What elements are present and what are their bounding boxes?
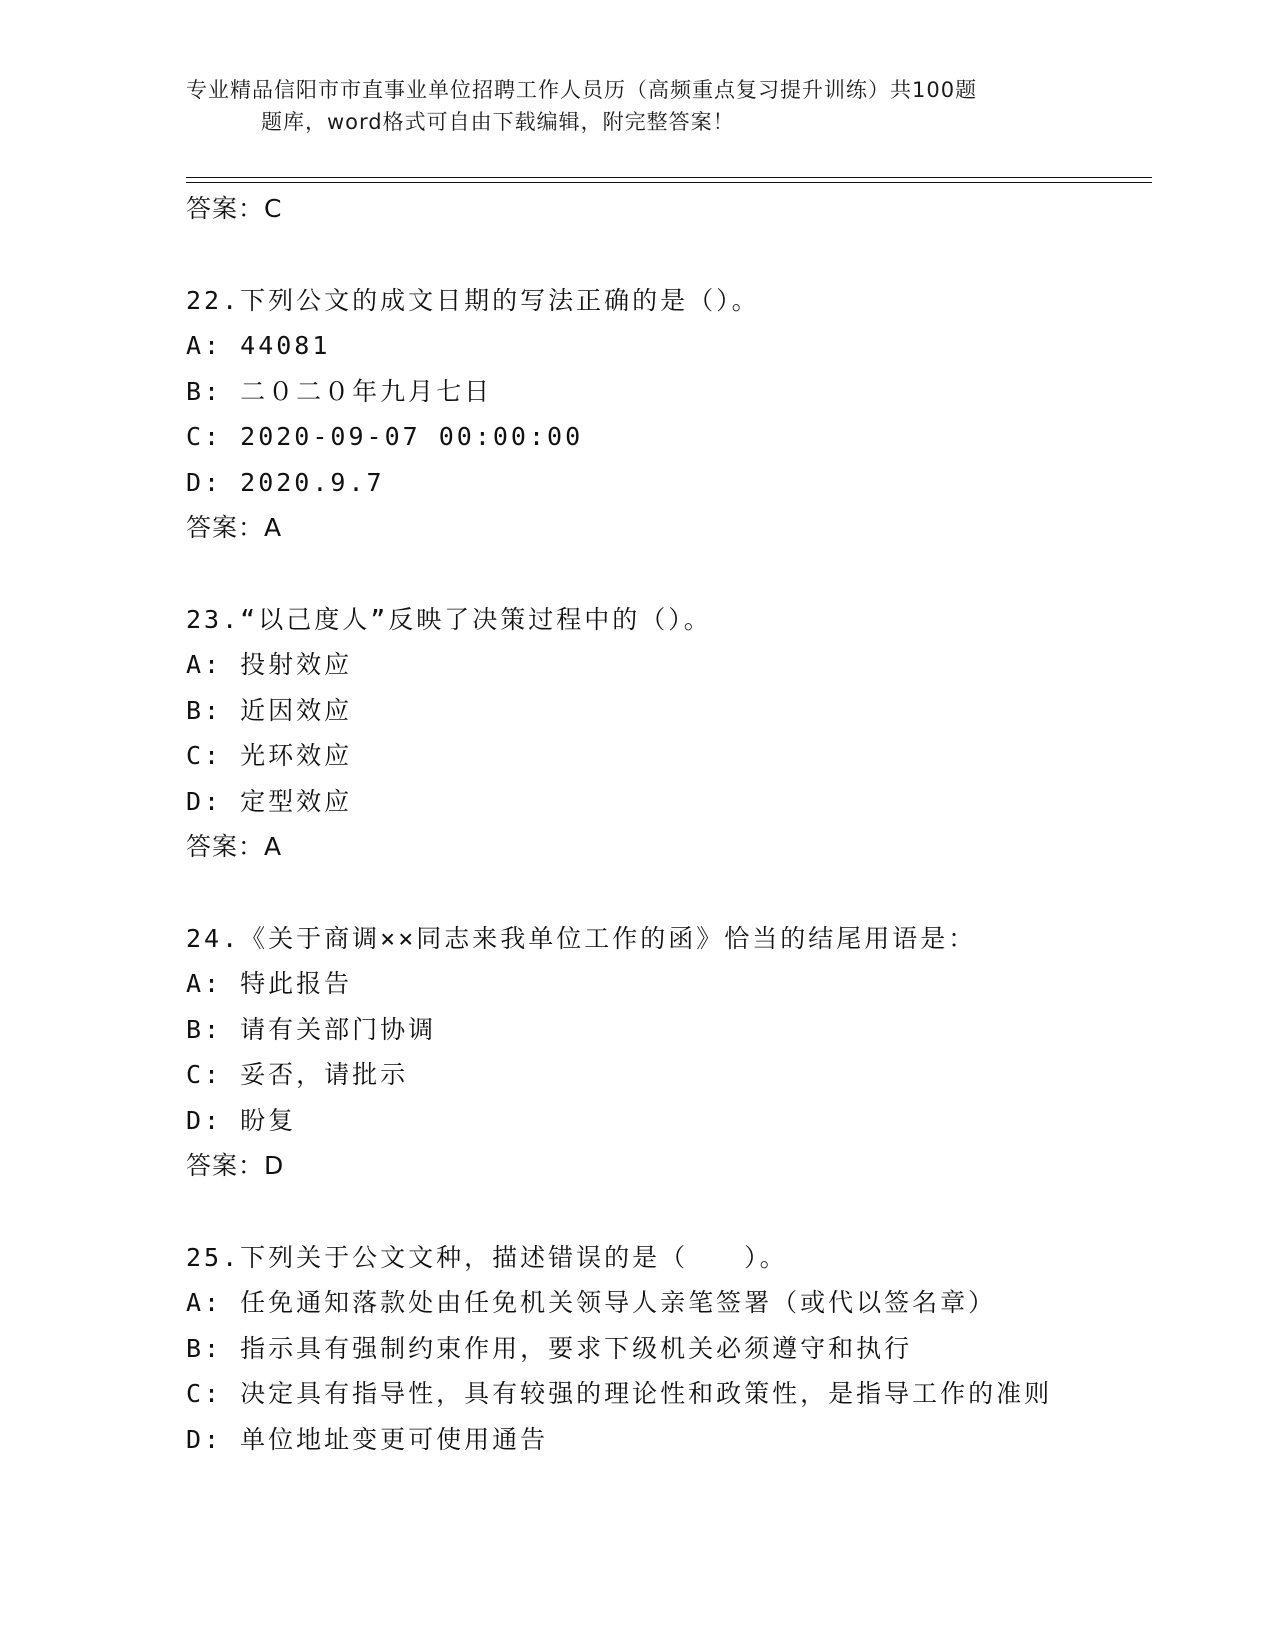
document-body — [186, 186, 1146, 1462]
option-d: D: 定型效应 — [186, 786, 353, 816]
header-line-2: 题库，word格式可自由下载编辑，附完整答案！ — [261, 110, 735, 134]
option-a: A: 特此报告 — [186, 969, 353, 998]
header-divider-top — [186, 177, 1152, 178]
option-b: B: 二０二０年九月七日 — [186, 376, 493, 406]
option-a: A: 任免通知落款处由任免机关领导人亲笔签署（或代以签名章） — [186, 1288, 997, 1317]
spacer — [186, 870, 1146, 916]
option-d: D: 单位地址变更可使用通告 — [186, 1424, 549, 1454]
question-stem: 24.《关于商调××同志来我单位工作的函》恰当的结尾用语是： — [186, 923, 977, 953]
question-23 — [186, 597, 1146, 870]
question-25 — [186, 1235, 1146, 1463]
answer-line: 答案：C — [186, 194, 283, 223]
spacer — [186, 1189, 1146, 1235]
option-a: A: 投射效应 — [186, 650, 353, 679]
spacer — [186, 232, 1146, 278]
option-b: B: 请有关部门协调 — [186, 1014, 437, 1044]
option-c: C: 光环效应 — [186, 741, 353, 770]
option-d: D: 盼复 — [186, 1105, 297, 1135]
option-b: B: 近因效应 — [186, 695, 353, 725]
header-divider-bottom — [186, 182, 1152, 183]
option-c: C: 2020-09-07 00:00:00 — [186, 422, 584, 451]
option-a: A: 44081 — [186, 331, 331, 360]
header-line-1: 专业精品信阳市市直事业单位招聘工作人员历（高频重点复习提升训练）共100题 — [186, 78, 978, 102]
option-c: C: 决定具有指导性，具有较强的理论性和政策性，是指导工作的准则 — [186, 1379, 1053, 1408]
question-stem: 23.“以己度人”反映了决策过程中的（）。 — [186, 604, 712, 634]
question-stem: 22.下列公文的成文日期的写法正确的是（）。 — [186, 285, 760, 315]
question-24 — [186, 916, 1146, 1189]
document-header — [186, 74, 1086, 138]
answer-line: 答案：A — [186, 832, 283, 861]
question-stem: 25.下列关于公文文种，描述错误的是（ ）。 — [186, 1242, 788, 1272]
answer-line: 答案：A — [186, 513, 283, 542]
answer-line: 答案：D — [186, 1151, 285, 1180]
option-d: D: 2020.9.7 — [186, 467, 385, 497]
spacer — [186, 551, 1146, 597]
option-b: B: 指示具有强制约束作用，要求下级机关必须遵守和执行 — [186, 1333, 913, 1363]
question-22 — [186, 278, 1146, 551]
option-c: C: 妥否，请批示 — [186, 1060, 409, 1089]
